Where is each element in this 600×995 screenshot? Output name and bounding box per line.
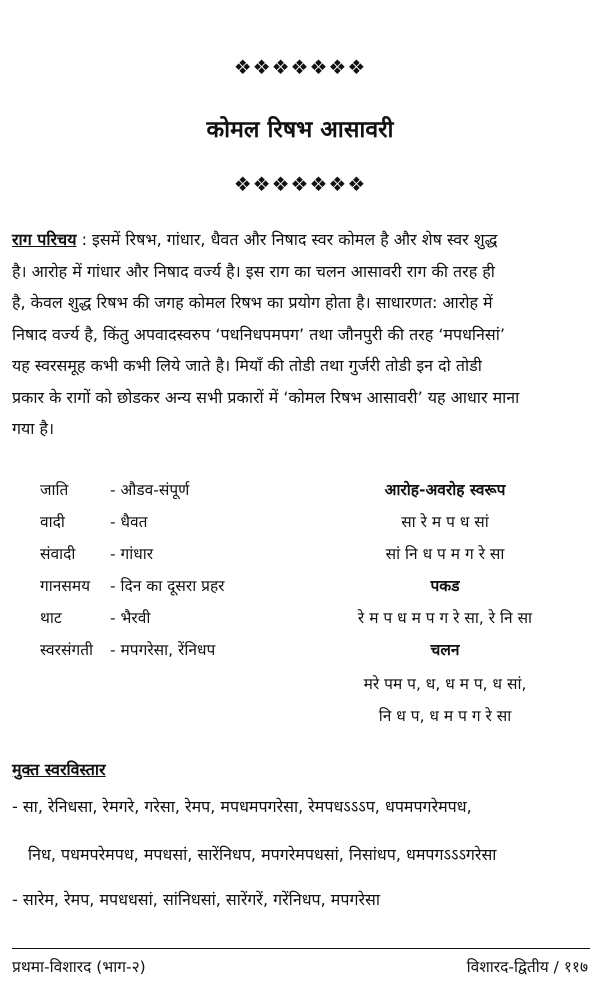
pakad-notation: रे म प ध म प ग रे सा, रे नि सा <box>357 609 533 627</box>
intro-line: प्रकार के रागों को छोडकर अन्य सभी प्रकारों में ‘कोमल रिषभ आसावरी’ यह आधार माना <box>12 387 520 407</box>
bottom-ornament: ❖❖❖❖❖❖❖ <box>233 172 367 196</box>
aroh-notation: सा रे म प ध सां <box>401 513 489 531</box>
chalan-line-1: मरे पम प, ध, ध म प, ध सां, <box>363 675 527 693</box>
chalan-heading: चलन <box>430 641 460 659</box>
avroh-notation: सां नि ध प म ग रे सा <box>385 545 505 563</box>
intro-line: है। आरोह में गांधार और निषाद वर्ज्य है। इस राग का चलन आसावरी राग की तरह ही <box>12 261 495 281</box>
chalan-line-2: नि ध प, ध म प ग रे सा <box>378 707 512 725</box>
extension-line-1: - सा, रेनिधसा, रेमगरे, गरेसा, रेमप, मपधमपगरेसा, रेमपधऽऽऽप, धपमपगरेमपध, <box>12 797 472 816</box>
top-ornament: ❖❖❖❖❖❖❖ <box>233 55 367 79</box>
page-title: कोमल रिषभ आसावरी <box>206 117 394 143</box>
pakad-heading: पकड <box>430 577 460 595</box>
intro-line: निषाद वर्ज्य है, किंतु अपवादस्वरुप ‘पधनिधपमपग’ तथा जौनपुरी की तरह ‘मपधनिसां’ <box>12 324 505 344</box>
intro-label: राग परिचय <box>12 230 77 249</box>
aroh-avroh-heading: आरोह-अवरोह स्वरूप <box>384 481 506 499</box>
section-title: मुक्त स्वरविस्तार <box>12 760 106 779</box>
footer-left: प्रथमा-विशारद (भाग-२) <box>12 958 146 976</box>
intro-line: राग परिचय : इसमें रिषभ, गांधार, धैवत और निषाद स्वर कोमल है और शेष स्वर शुद्ध <box>12 230 498 249</box>
intro-paragraph <box>12 224 590 445</box>
intro-line: गया है। <box>12 419 55 438</box>
intro-line: यह स्वरसमूह कभी कभी लिये जाते है। मियाँ की तोडी तथा गुर्जरी तोडी इन दो तोडी <box>12 356 482 375</box>
footer-divider <box>12 948 590 949</box>
footer-right: विशारद-द्वितीय / ११७ <box>466 958 588 976</box>
intro-line: है, केवल शुद्ध रिषभ की जगह कोमल रिषभ का प्रयोग होता है। साधारणत: आरोह में <box>12 293 493 312</box>
extension-line-2: निध, पधमपरेमपध, मपधसां, सारेंनिधप, मपगरेमपधसां, निसांधप, धमपगऽऽऽगरेसा <box>28 845 497 864</box>
extension-line-3: - सारेम, रेमप, मपधधसां, सांनिधसां, सारेंगरें, गरेंनिधप, मपगरेसा <box>12 890 380 909</box>
